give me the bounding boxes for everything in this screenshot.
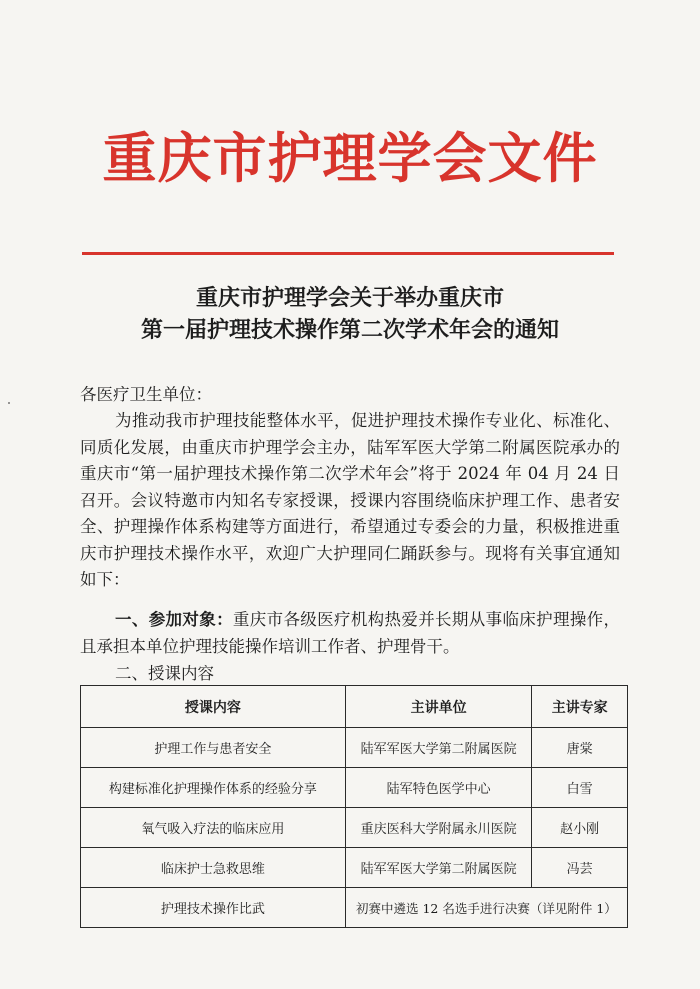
section-participants-label: 一、参加对象： (115, 610, 233, 629)
table-row (81, 848, 628, 888)
table-row (81, 728, 628, 768)
table-row (81, 888, 628, 928)
row-speaker: 白雪 (532, 768, 628, 808)
header-unit: 主讲单位 (345, 686, 532, 728)
lecture-schedule-table (80, 685, 628, 928)
red-separator-rule (82, 252, 614, 255)
row-speaker: 冯芸 (532, 848, 628, 888)
section-lecture-content-heading: 二、授课内容 (115, 664, 214, 683)
paragraph-intro: 为推动我市护理技能整体水平，促进护理技术操作专业化、标准化、同质化发展，由重庆市护理学会主办，陆军军医大学第二附属医院承办的重庆市“第一届护理技术操作第二次学术年会”将于 2024 年 04 月 24 日召开。会议特邀市内知名专家授课，授课内容围绕临床护理工作、患者安全、护理操作体系构建等方面进行，希望通过专委会的力量，积极推进重庆市护理技术操作水平，欢迎广大护理同仁踊跃参与。现将有关事宜通知如下： (80, 411, 620, 589)
row-speaker: 唐棠 (532, 728, 628, 768)
document-title (60, 283, 640, 347)
row-topic: 护理工作与患者安全 (81, 728, 346, 768)
table-row (81, 768, 628, 808)
table-header-row (81, 686, 628, 728)
document-title-line1: 重庆市护理学会关于举办重庆市 (195, 286, 504, 311)
document-title-line2: 第一届护理技术操作第二次学术年会的通知 (140, 318, 559, 343)
section-participants-text: 重庆市各级医疗机构热爱并长期从事临床护理操作，且承担本单位护理技能操作培训工作者、护理骨干。 (80, 610, 621, 656)
scan-speck (8, 402, 10, 404)
row-topic: 氧气吸入疗法的临床应用 (81, 808, 346, 848)
header-speaker: 主讲专家 (532, 686, 628, 728)
row-topic: 临床护士急救思维 (81, 848, 346, 888)
row-unit: 陆军军医大学第二附属医院 (345, 848, 532, 888)
row-unit: 重庆医科大学附属永川医院 (345, 808, 532, 848)
section-participants (80, 607, 620, 660)
row-topic: 构建标准化护理操作体系的经验分享 (81, 768, 346, 808)
header-topic: 授课内容 (81, 686, 346, 728)
issuer-header-title: 重庆市护理学会文件 (102, 126, 598, 190)
salutation: 各医疗卫生单位： (80, 385, 212, 404)
row-unit: 陆军军医大学第二附属医院 (345, 728, 532, 768)
row-unit: 陆军特色医学中心 (345, 768, 532, 808)
row-note: 初赛中遴选 12 名选手进行决赛（详见附件 1） (345, 888, 627, 928)
row-speaker: 赵小刚 (532, 808, 628, 848)
table-row (81, 808, 628, 848)
row-topic: 护理技术操作比武 (81, 888, 346, 928)
